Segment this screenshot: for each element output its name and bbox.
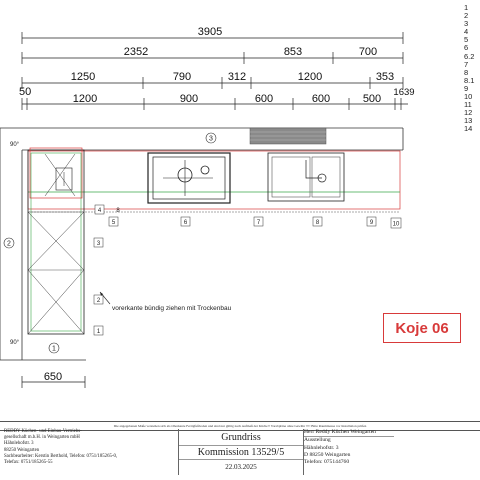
commission-number: Kommission 13529/5	[179, 445, 303, 460]
walls	[0, 128, 403, 360]
dim-row3-a: 1250	[70, 71, 96, 83]
dim-row4-e: 500	[362, 93, 382, 105]
left-tag-2: 2	[96, 298, 101, 304]
dim-row3-e: 353	[375, 71, 395, 83]
company-line: Telefax: 0751/185265-55	[4, 460, 53, 466]
dim-bottom: 650	[43, 371, 63, 383]
cabinet-tag-10: 10	[392, 221, 400, 228]
dim-row2-a: 2352	[123, 46, 149, 58]
left-tag-4: 4	[97, 208, 102, 214]
wall-tag-bottom: 1	[52, 345, 56, 353]
left-tag-1: 1	[96, 329, 101, 335]
dim-row2-c: 700	[358, 46, 378, 58]
legend-item: 6.2	[464, 51, 475, 61]
dim-row4-d: 600	[311, 93, 331, 105]
cabinet-tag-5: 5	[111, 220, 116, 226]
legend-item: 7	[464, 59, 469, 69]
company-line: gesellschaft m.b.H. in Weingarten mbH	[4, 435, 80, 441]
cabinet-tags	[94, 205, 401, 335]
dim-row3-c: 312	[227, 71, 247, 83]
company-block	[4, 429, 176, 475]
legend-item: 2	[464, 11, 469, 21]
dim-row2-b: 853	[283, 46, 303, 58]
legend-numbers	[464, 4, 480, 134]
legend-item: 8.1	[464, 75, 475, 85]
cabinet-tag-9: 9	[369, 220, 374, 226]
dim-total: 3905	[197, 26, 223, 38]
dim-row3-b: 790	[172, 71, 192, 83]
customer-line: Telefon: 075144760	[304, 459, 350, 466]
legend-item: 9	[464, 83, 469, 93]
legend-item: 4	[464, 27, 469, 37]
legend-item: 11	[464, 100, 472, 110]
disclaimer-line: Die angegebenen Maße verstehen sich als Oberkante Fertigfußboden und sind nur gültig nach Aufmaß der Küche!! Vorabpläne ohne Gewähr !!!! Bitte Rauminasse vor Installation prüfen	[0, 421, 480, 431]
title-block	[0, 429, 480, 477]
wall-tag-top: 3	[209, 135, 213, 143]
company-line: 88250 Weingarten	[4, 447, 40, 453]
left-counter	[28, 148, 84, 334]
customer-line: Ausstellung	[304, 436, 394, 444]
drawing-title: Grundriss	[221, 432, 261, 443]
customer-block	[304, 429, 394, 475]
legend-item: 10	[464, 92, 473, 102]
front-tag-8: 8	[116, 208, 120, 214]
customer-line: Hähnlehofstr. 3	[304, 444, 339, 451]
cabinet-tag-6: 6	[183, 220, 188, 226]
dim-row3-d: 1200	[297, 71, 323, 83]
company-line: Hähnlehofstr. 3	[4, 441, 34, 447]
company-line: REDDY Küchen- und Einbau-Vertriebs-	[4, 429, 82, 434]
angle-bottom: 90°	[10, 340, 20, 346]
legend-item: 12	[464, 108, 473, 118]
angle-top: 90°	[10, 142, 20, 148]
legend-item: 13	[464, 116, 473, 126]
legend-item: 8	[464, 67, 469, 77]
dim-row4-left: 50	[19, 86, 32, 98]
cabinet-tag-8: 8	[315, 220, 320, 226]
installation-note: vorerkante bündig ziehen mit Trockenbau	[112, 305, 232, 312]
dim-row4-c: 600	[254, 93, 274, 105]
legend-item: 5	[464, 35, 469, 45]
customer-line: D 88250 Weingarten	[304, 451, 351, 458]
left-tag-3: 3	[96, 241, 101, 247]
dim-row4-right: 1639	[393, 87, 415, 98]
customer-line: Herr Reddy Küchen Weingarten	[304, 429, 376, 435]
dimension-chains	[22, 32, 408, 388]
drawing-date: 22.03.2025	[225, 463, 257, 471]
drawing-title-block	[178, 429, 304, 475]
dim-row4-b: 900	[179, 93, 199, 105]
legend-item: 14	[464, 124, 473, 134]
legend-item: 3	[464, 19, 469, 29]
wall-tag-left: 2	[7, 240, 11, 248]
cabinet-tag-7: 7	[256, 220, 261, 226]
legend-item: 1	[464, 3, 469, 12]
company-line: Sachbearbeiter: Kerstin Berthold, Telefon: 0751/185265-0,	[4, 453, 118, 459]
koje-badge: Koje 06	[383, 313, 461, 343]
dim-row4-a: 1200	[72, 93, 98, 105]
legend-item: 6	[464, 43, 469, 53]
